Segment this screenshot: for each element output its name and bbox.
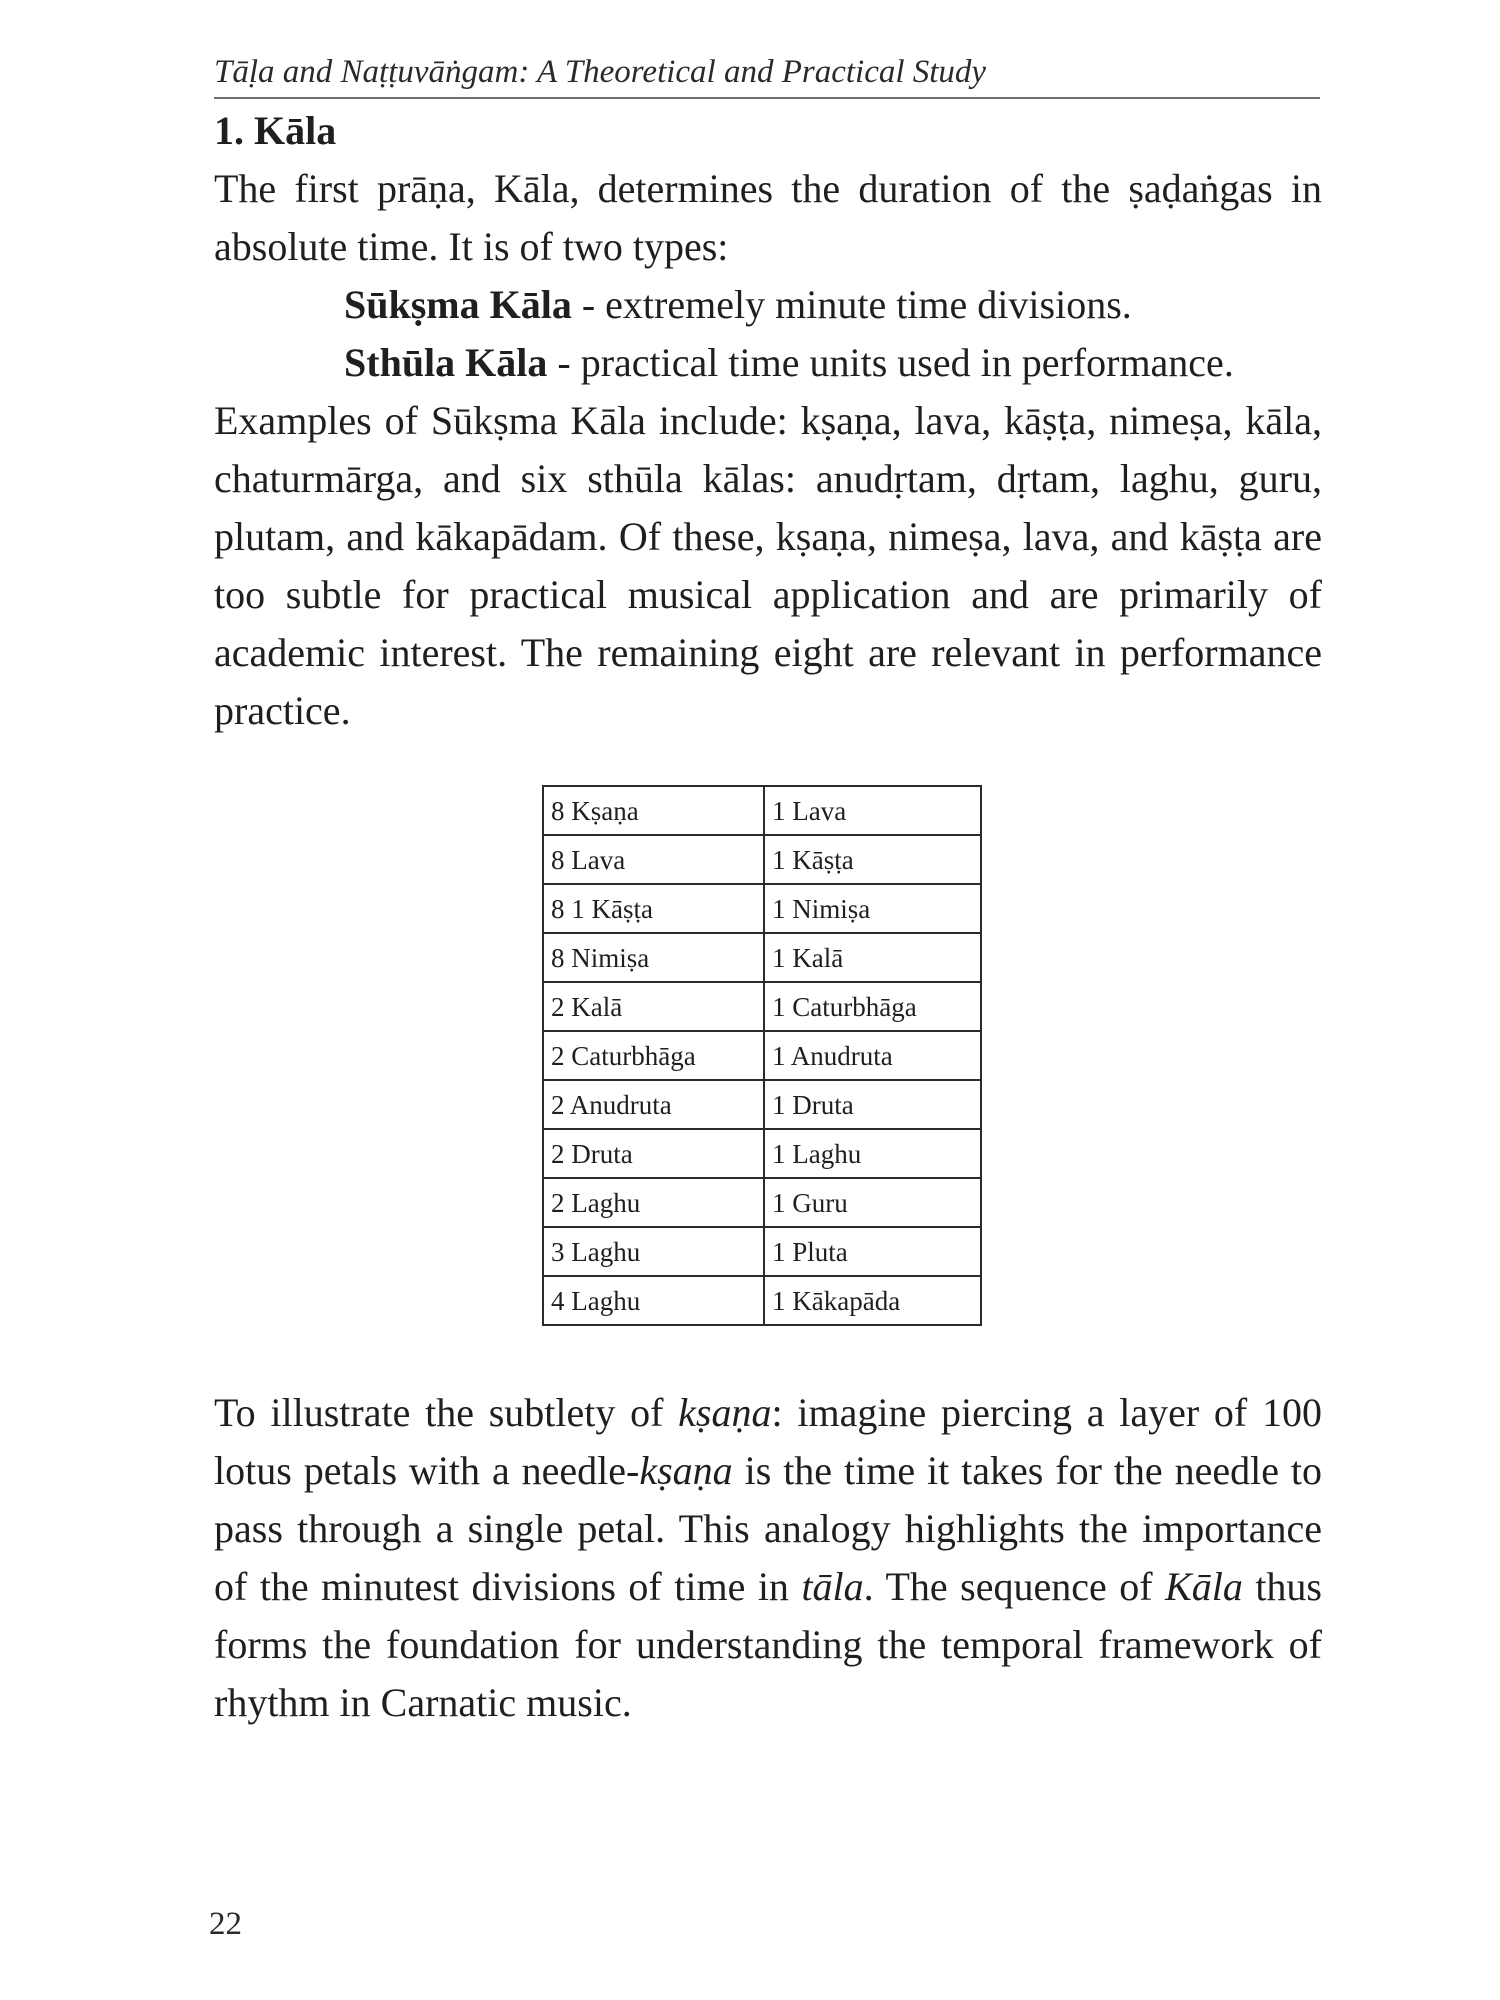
text-run: . The sequence of — [863, 1564, 1166, 1609]
type-description: - extremely minute time divisions. — [571, 282, 1132, 327]
table-cell: 1 Pluta — [764, 1227, 981, 1276]
table-cell: 2 Caturbhāga — [543, 1031, 764, 1080]
italic-term: kṣaṇa — [639, 1448, 733, 1493]
table-row — [543, 786, 981, 835]
type-term: Sthūla Kāla — [344, 340, 548, 385]
table-cell: 1 Kāṣṭa — [764, 835, 981, 884]
type-description: - practical time units used in performance. — [547, 340, 1234, 385]
table-row — [543, 835, 981, 884]
table-cell: 1 Druta — [764, 1080, 981, 1129]
type-definition-sthula — [344, 334, 1234, 392]
table-cell: 8 Lava — [543, 835, 764, 884]
kala-conversion-table — [542, 785, 982, 1326]
intro-paragraph: The first prāṇa, Kāla, determines the duration of the ṣaḍaṅgas in absolute time. It is of two types: — [214, 166, 1322, 269]
table-row — [543, 982, 981, 1031]
table-cell: 2 Kalā — [543, 982, 764, 1031]
table-cell: 8 Kṣaṇa — [543, 786, 764, 835]
table-cell: 1 Guru — [764, 1178, 981, 1227]
table-cell: 1 Anudruta — [764, 1031, 981, 1080]
table-row — [543, 1031, 981, 1080]
type-definition-suksma — [344, 276, 1132, 334]
table-cell: 1 Laghu — [764, 1129, 981, 1178]
table-cell: 8 1 Kāṣṭa — [543, 884, 764, 933]
table-cell: 1 Kākapāda — [764, 1276, 981, 1325]
table-row — [543, 1129, 981, 1178]
table-row — [543, 1276, 981, 1325]
text-run: To illustrate the subtlety of — [214, 1390, 679, 1435]
table-cell: 2 Druta — [543, 1129, 764, 1178]
table-cell: 8 Nimiṣa — [543, 933, 764, 982]
text-run: : imagine piercing a layer of 100 lotus petals with a needle- — [214, 1390, 1322, 1493]
table-row — [543, 1227, 981, 1276]
table-row — [543, 1178, 981, 1227]
table-cell: 1 Nimiṣa — [764, 884, 981, 933]
closing-paragraph — [214, 1384, 1322, 1732]
examples-paragraph: Examples of Sūkṣma Kāla include: kṣaṇa, lava, kāṣṭa, nimeṣa, kāla, chaturmārga, and six sthūla kālas: anudṛtam, dṛtam, laghu, guru, plutam, and kākapādam. Of these, kṣaṇa, nimeṣa, lava, and kāṣṭa are too subtle for practical musical application and are primarily of academic interest. The remaining eight are relevant in performance practice. — [214, 398, 1322, 733]
section-heading: 1. Kāla — [214, 108, 337, 153]
italic-term: tāla — [801, 1564, 864, 1609]
italic-term: Kāla — [1165, 1564, 1243, 1609]
table-cell: 4 Laghu — [543, 1276, 764, 1325]
table-row — [543, 933, 981, 982]
table-row — [543, 1080, 981, 1129]
table-cell: 3 Laghu — [543, 1227, 764, 1276]
table-cell: 2 Anudruta — [543, 1080, 764, 1129]
table-cell: 1 Lava — [764, 786, 981, 835]
text-run: thus forms the foundation for understanding the temporal framework of rhythm in Carnatic music. — [214, 1564, 1323, 1725]
type-term: Sūkṣma Kāla — [344, 282, 572, 327]
table-cell: 1 Kalā — [764, 933, 981, 982]
table-row — [543, 884, 981, 933]
table-cell: 2 Laghu — [543, 1178, 764, 1227]
header-rule — [214, 97, 1320, 99]
text-run: is the time it takes for the needle to pass through a single petal. This analogy highlights the importance of the minutest divisions of time in — [214, 1448, 1322, 1609]
running-head: Tāḷa and Naṭṭuvāṅgam: A Theoretical and Practical Study — [214, 54, 987, 90]
table-cell: 1 Caturbhāga — [764, 982, 981, 1031]
page-number: 22 — [209, 1906, 242, 1942]
italic-term: kṣaṇa — [678, 1390, 772, 1435]
